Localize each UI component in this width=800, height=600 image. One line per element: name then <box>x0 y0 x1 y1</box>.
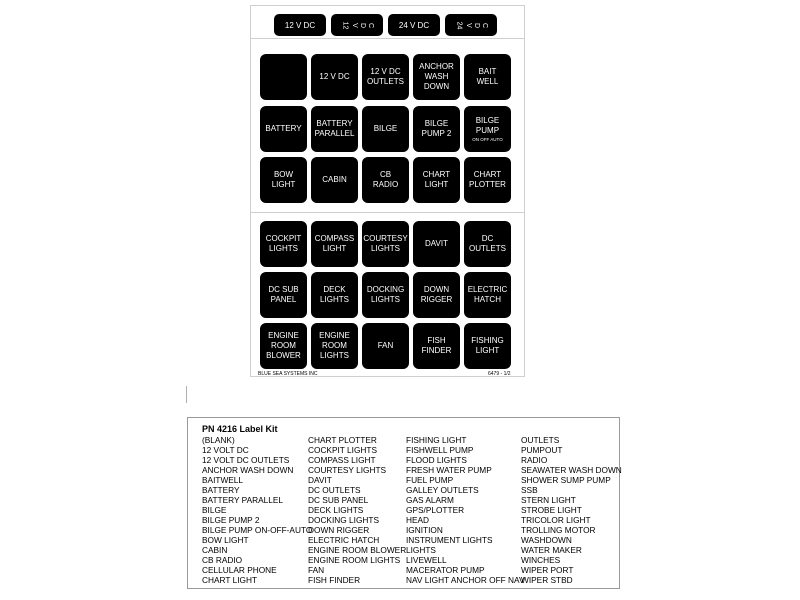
kit-item: MACERATOR PUMP <box>406 565 485 575</box>
kit-item: CABIN <box>202 545 228 555</box>
voltage-label-glyph: 24 <box>455 21 463 29</box>
sheet-divider-middle <box>250 212 525 213</box>
switch-label <box>362 106 409 152</box>
kit-item: FISH FINDER <box>308 575 361 585</box>
switch-label <box>362 272 409 318</box>
kit-item: FLOOD LIGHTS <box>406 455 467 465</box>
kit-item: STROBE LIGHT <box>521 505 582 515</box>
switch-label <box>260 106 307 152</box>
switch-label <box>362 221 409 267</box>
switch-label <box>260 323 307 369</box>
switch-label-text: DC OUTLETS <box>469 234 506 253</box>
kit-item: LIVEWELL <box>406 555 447 565</box>
kit-item: ANCHOR WASH DOWN <box>202 465 294 475</box>
divider-mark <box>186 386 187 403</box>
kit-item: DC OUTLETS <box>308 485 361 495</box>
switch-label <box>260 54 307 100</box>
kit-item: CB RADIO <box>202 555 243 565</box>
kit-item: FISHING LIGHT <box>406 435 467 445</box>
kit-item: GAS ALARM <box>406 495 454 505</box>
kit-column-3 <box>406 435 524 585</box>
switch-label-text: DC SUB PANEL <box>268 285 299 304</box>
switch-label-text: BILGE PUMP <box>475 115 500 135</box>
kit-item: DECK LIGHTS <box>308 505 364 515</box>
voltage-label-glyph: C <box>480 22 488 28</box>
label-kit-title: PN 4216 Label Kit <box>202 424 278 434</box>
kit-item: FRESH WATER PUMP <box>406 465 492 475</box>
kit-item: TRICOLOR LIGHT <box>521 515 591 525</box>
switch-label <box>260 272 307 318</box>
switch-label <box>311 54 358 100</box>
kit-item: GALLEY OUTLETS <box>406 485 479 495</box>
kit-item: BILGE PUMP 2 <box>202 515 260 525</box>
kit-item: WATER MAKER <box>521 545 582 555</box>
switch-label <box>362 323 409 369</box>
switch-label-text: CHART LIGHT <box>422 170 451 189</box>
kit-item: DC SUB PANEL <box>308 495 369 505</box>
kit-column-4 <box>521 435 622 585</box>
switch-label-text: FISH FINDER <box>421 336 452 355</box>
voltage-label: 12 V DC <box>274 14 326 36</box>
voltage-label-glyph: D <box>358 22 366 28</box>
switch-label <box>311 221 358 267</box>
switch-label-text: BOW LIGHT <box>271 170 296 189</box>
kit-item: COMPASS LIGHT <box>308 455 376 465</box>
kit-item: BAITWELL <box>202 475 244 485</box>
switch-label <box>413 272 460 318</box>
kit-item: RADIO <box>521 455 548 465</box>
switch-label <box>413 54 460 100</box>
switch-label-text: FAN <box>377 341 394 350</box>
kit-item: HEAD <box>406 515 430 525</box>
voltage-label-glyph: V <box>350 22 358 28</box>
kit-item: LIGHTS <box>406 545 436 555</box>
kit-item: ENGINE ROOM BLOWER <box>308 545 407 555</box>
switch-label-subtext: ON OFF AUTO <box>472 136 503 142</box>
switch-label-text: BILGE <box>373 124 398 133</box>
kit-item: SEAWATER WASH DOWN <box>521 465 622 475</box>
kit-item: DOCKING LIGHTS <box>308 515 379 525</box>
switch-label-text: ENGINE ROOM LIGHTS <box>319 331 350 360</box>
kit-column-1 <box>202 435 312 585</box>
kit-item: IGNITION <box>406 525 443 535</box>
switch-label-text: COCKPIT LIGHTS <box>265 234 302 253</box>
switch-label <box>413 106 460 152</box>
switch-label <box>311 106 358 152</box>
switch-label <box>413 157 460 203</box>
kit-item: TROLLING MOTOR <box>521 525 596 535</box>
switch-label-text: CHART PLOTTER <box>469 170 506 189</box>
label-kit-list <box>187 417 620 589</box>
switch-label-text: COURTESY LIGHTS <box>363 234 408 253</box>
switch-label-text: FISHING LIGHT <box>471 336 504 355</box>
kit-item: FISHWELL PUMP <box>406 445 474 455</box>
kit-item: (BLANK) <box>202 435 235 445</box>
kit-item: ELECTRIC HATCH <box>308 535 380 545</box>
switch-label-text: DECK LIGHTS <box>320 285 349 304</box>
switch-label-text: BAIT WELL <box>476 67 499 86</box>
kit-item: FAN <box>308 565 325 575</box>
kit-item: WASHDOWN <box>521 535 572 545</box>
switch-label-text: BILGE PUMP 2 <box>421 119 452 138</box>
kit-item: 12 VOLT DC <box>202 445 249 455</box>
voltage-label-glyph: C <box>366 22 374 28</box>
kit-item: PUMPOUT <box>521 445 563 455</box>
switch-label <box>260 157 307 203</box>
switch-label-text: ELECTRIC HATCH <box>467 285 508 304</box>
switch-label-text: 12 V DC <box>319 72 350 81</box>
kit-item: WINCHES <box>521 555 561 565</box>
kit-item: CHART PLOTTER <box>308 435 377 445</box>
kit-item: CHART LIGHT <box>202 575 258 585</box>
kit-item: SSB <box>521 485 538 495</box>
switch-label-text: BATTERY PARALLEL <box>314 119 355 138</box>
switch-label-text: 12 V DC OUTLETS <box>367 67 404 86</box>
switch-label <box>464 272 511 318</box>
switch-label <box>311 323 358 369</box>
kit-item: ENGINE ROOM LIGHTS <box>308 555 401 565</box>
voltage-label-glyph: D <box>472 22 480 28</box>
kit-item: DAVIT <box>308 475 332 485</box>
sheet-footer-part: 6479 - 1/2 <box>488 371 511 377</box>
switch-label <box>413 221 460 267</box>
voltage-label: 24 V DC <box>388 14 440 36</box>
kit-item: OUTLETS <box>521 435 560 445</box>
switch-label <box>362 157 409 203</box>
switch-label <box>311 272 358 318</box>
switch-label <box>464 157 511 203</box>
voltage-label-glyph: V <box>464 22 472 28</box>
kit-item: STERN LIGHT <box>521 495 576 505</box>
switch-label <box>413 323 460 369</box>
kit-item: FUEL PUMP <box>406 475 454 485</box>
switch-label <box>464 54 511 100</box>
sheet-footer-brand: BLUE SEA SYSTEMS INC <box>258 371 318 377</box>
sheet-divider-top <box>250 38 525 39</box>
kit-column-2 <box>308 435 406 585</box>
kit-item: WIPER STBD <box>521 575 573 585</box>
switch-label <box>464 221 511 267</box>
kit-item: COURTESY LIGHTS <box>308 465 387 475</box>
switch-label-text: CB RADIO <box>372 170 399 189</box>
kit-item: CELLULAR PHONE <box>202 565 277 575</box>
voltage-label-glyph: 12 <box>341 21 349 29</box>
switch-label-text: COMPASS LIGHT <box>314 234 355 253</box>
switch-label-text: ANCHOR WASH DOWN <box>419 62 454 91</box>
kit-item: 12 VOLT DC OUTLETS <box>202 455 290 465</box>
switch-label <box>464 106 511 152</box>
switch-label <box>260 221 307 267</box>
switch-label-text: DOWN RIGGER <box>420 285 453 304</box>
kit-item: BATTERY <box>202 485 240 495</box>
kit-item: INSTRUMENT LIGHTS <box>406 535 493 545</box>
switch-label <box>311 157 358 203</box>
voltage-label <box>445 14 497 36</box>
switch-label-text: BATTERY <box>265 124 302 133</box>
switch-label-text: ENGINE ROOM BLOWER <box>266 331 301 360</box>
switch-label-text: DAVIT <box>425 239 448 248</box>
kit-item: BILGE PUMP ON-OFF-AUTO <box>202 525 313 535</box>
kit-item: WIPER PORT <box>521 565 574 575</box>
switch-label-text: DOCKING LIGHTS <box>366 285 405 304</box>
kit-item: BILGE <box>202 505 227 515</box>
switch-label <box>464 323 511 369</box>
switch-label-text: CABIN <box>322 175 347 184</box>
switch-label <box>362 54 409 100</box>
kit-item: DOWN RIGGER <box>308 525 370 535</box>
kit-item: COCKPIT LIGHTS <box>308 445 378 455</box>
kit-item: BATTERY PARALLEL <box>202 495 284 505</box>
kit-item: NAV LIGHT ANCHOR OFF NAV <box>406 575 525 585</box>
kit-item: GPS/PLOTTER <box>406 505 465 515</box>
kit-item: SHOWER SUMP PUMP <box>521 475 611 485</box>
kit-item: BOW LIGHT <box>202 535 249 545</box>
voltage-label <box>331 14 383 36</box>
